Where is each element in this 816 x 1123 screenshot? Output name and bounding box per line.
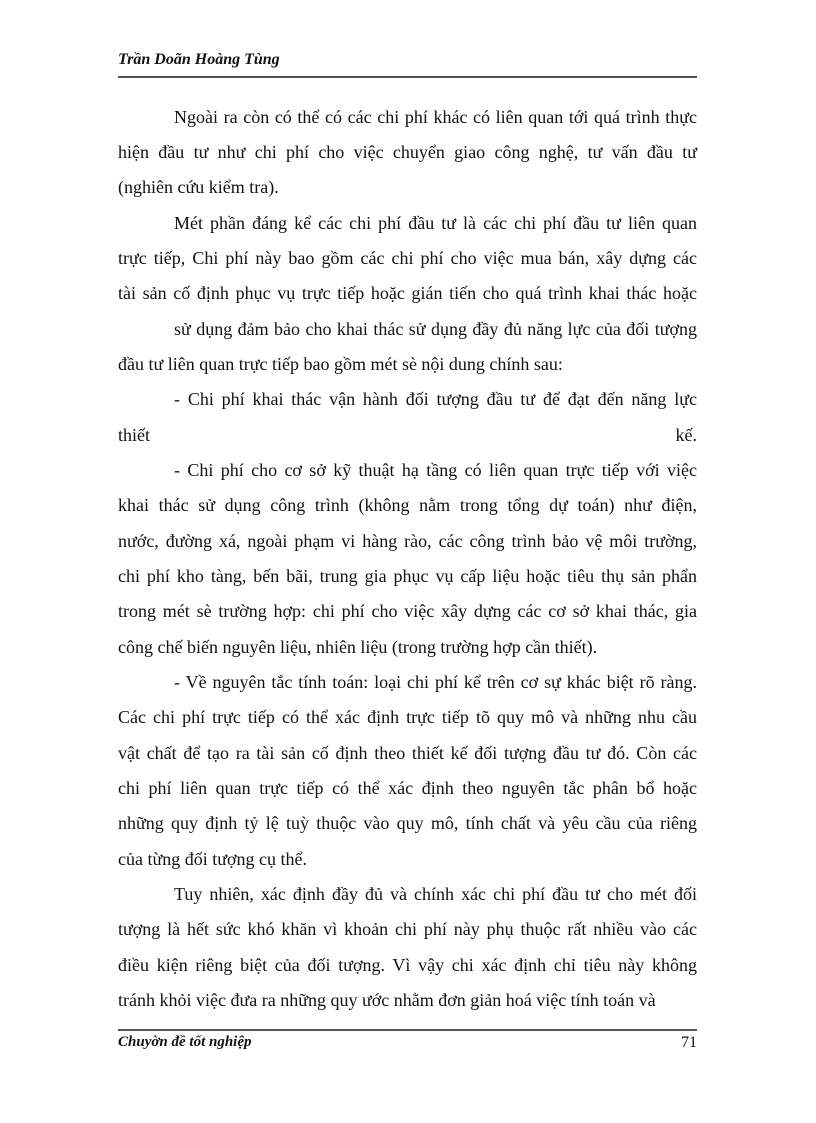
page-number: 71 (681, 1034, 697, 1051)
header-divider (118, 76, 697, 78)
text-line: nước, đường xá, ngoài phạm vi hàng rào, các công trình bảo vệ môi trường, (118, 531, 697, 551)
text-line: hiện đầu tư như chi phí cho việc chuyển giao công nghệ, tư vấn đầu tư (118, 142, 697, 162)
text-line: - Chi phí khai thác vận hành đối tượng đầu tư để đạt đến năng lực (174, 389, 697, 409)
text-line: tượng là hết sức khó khăn vì khoản chi phí này phụ thuộc rất nhiều vào các (118, 919, 697, 939)
text-line: tài sản cố định phục vụ trực tiếp hoặc gián tiến cho quá trình khai thác hoặc (118, 283, 697, 303)
text-line: khai thác sử dụng công trình (không nằm trong tổng dự toán) như điện, (118, 495, 697, 515)
text-line: tránh khỏi việc đưa ra những quy ước nhằm đơn giản hoá việc tính toán và (118, 990, 656, 1010)
text-line: của từng đối tượng cụ thể. (118, 849, 307, 869)
text-line: thiết kế. (118, 425, 697, 445)
text-line: - Về nguyên tắc tính toán: loại chi phí kể trên cơ sự khác biệt rõ ràng. (174, 672, 697, 692)
text-line: (nghiên cứu kiểm tra). (118, 177, 279, 197)
text-line: trực tiếp, Chi phí này bao gồm các chi phí cho việc mua bán, xây dựng các (118, 248, 697, 268)
text-line: những quy định tỷ lệ tuỳ thuộc vào quy mô, tính chất và yêu cầu của riêng (118, 813, 697, 833)
text-line: điều kiện riêng biệt của đối tượng. Vì vậy chi xác định chỉ tiêu này không (118, 955, 697, 975)
text-line: công chế biến nguyên liệu, nhiên liệu (trong trường hợp cần thiết). (118, 637, 598, 657)
text-line: Tuy nhiên, xác định đầy đủ và chính xác chi phí đầu tư cho mét đối (174, 884, 697, 904)
text-line: - Chi phí cho cơ sở kỹ thuật hạ tầng có liên quan trực tiếp với việc (174, 460, 697, 480)
text-line: sử dụng đảm bảo cho khai thác sử dụng đầy đủ năng lực của đối tượng (174, 319, 697, 339)
text-line: vật chất để tạo ra tài sản cố định theo thiết kế đối tượng đầu tư đó. Còn các (118, 743, 697, 763)
text-line: chi phí liên quan trực tiếp có thể xác định theo nguyên tắc phân bổ hoặc (118, 778, 697, 798)
footer-divider (118, 1029, 697, 1031)
running-footer-title: Chuyờn đề tốt nghiệp (118, 1034, 252, 1050)
text-line: trong mét sè trường hợp: chi phí cho việc xây dựng các cơ sở khai thác, gia (118, 601, 697, 621)
text-line: đầu tư liên quan trực tiếp bao gồm mét sè nội dung chính sau: (118, 354, 563, 374)
text-line: chi phí kho tàng, bến bãi, trung gia phục vụ cấp liệu hoặc tiêu thụ sản phẩn (118, 566, 697, 586)
text-line: Các chi phí trực tiếp có thể xác định trực tiếp tõ quy mô và những nhu cầu (118, 707, 697, 727)
running-header-author: Trần Doãn Hoàng Tùng (118, 51, 280, 68)
text-line: Ngoài ra còn có thể có các chi phí khác có liên quan tới quá trình thực (174, 107, 697, 127)
text-line: Mét phần đáng kể các chi phí đầu tư là các chi phí đầu tư liên quan (174, 213, 697, 233)
